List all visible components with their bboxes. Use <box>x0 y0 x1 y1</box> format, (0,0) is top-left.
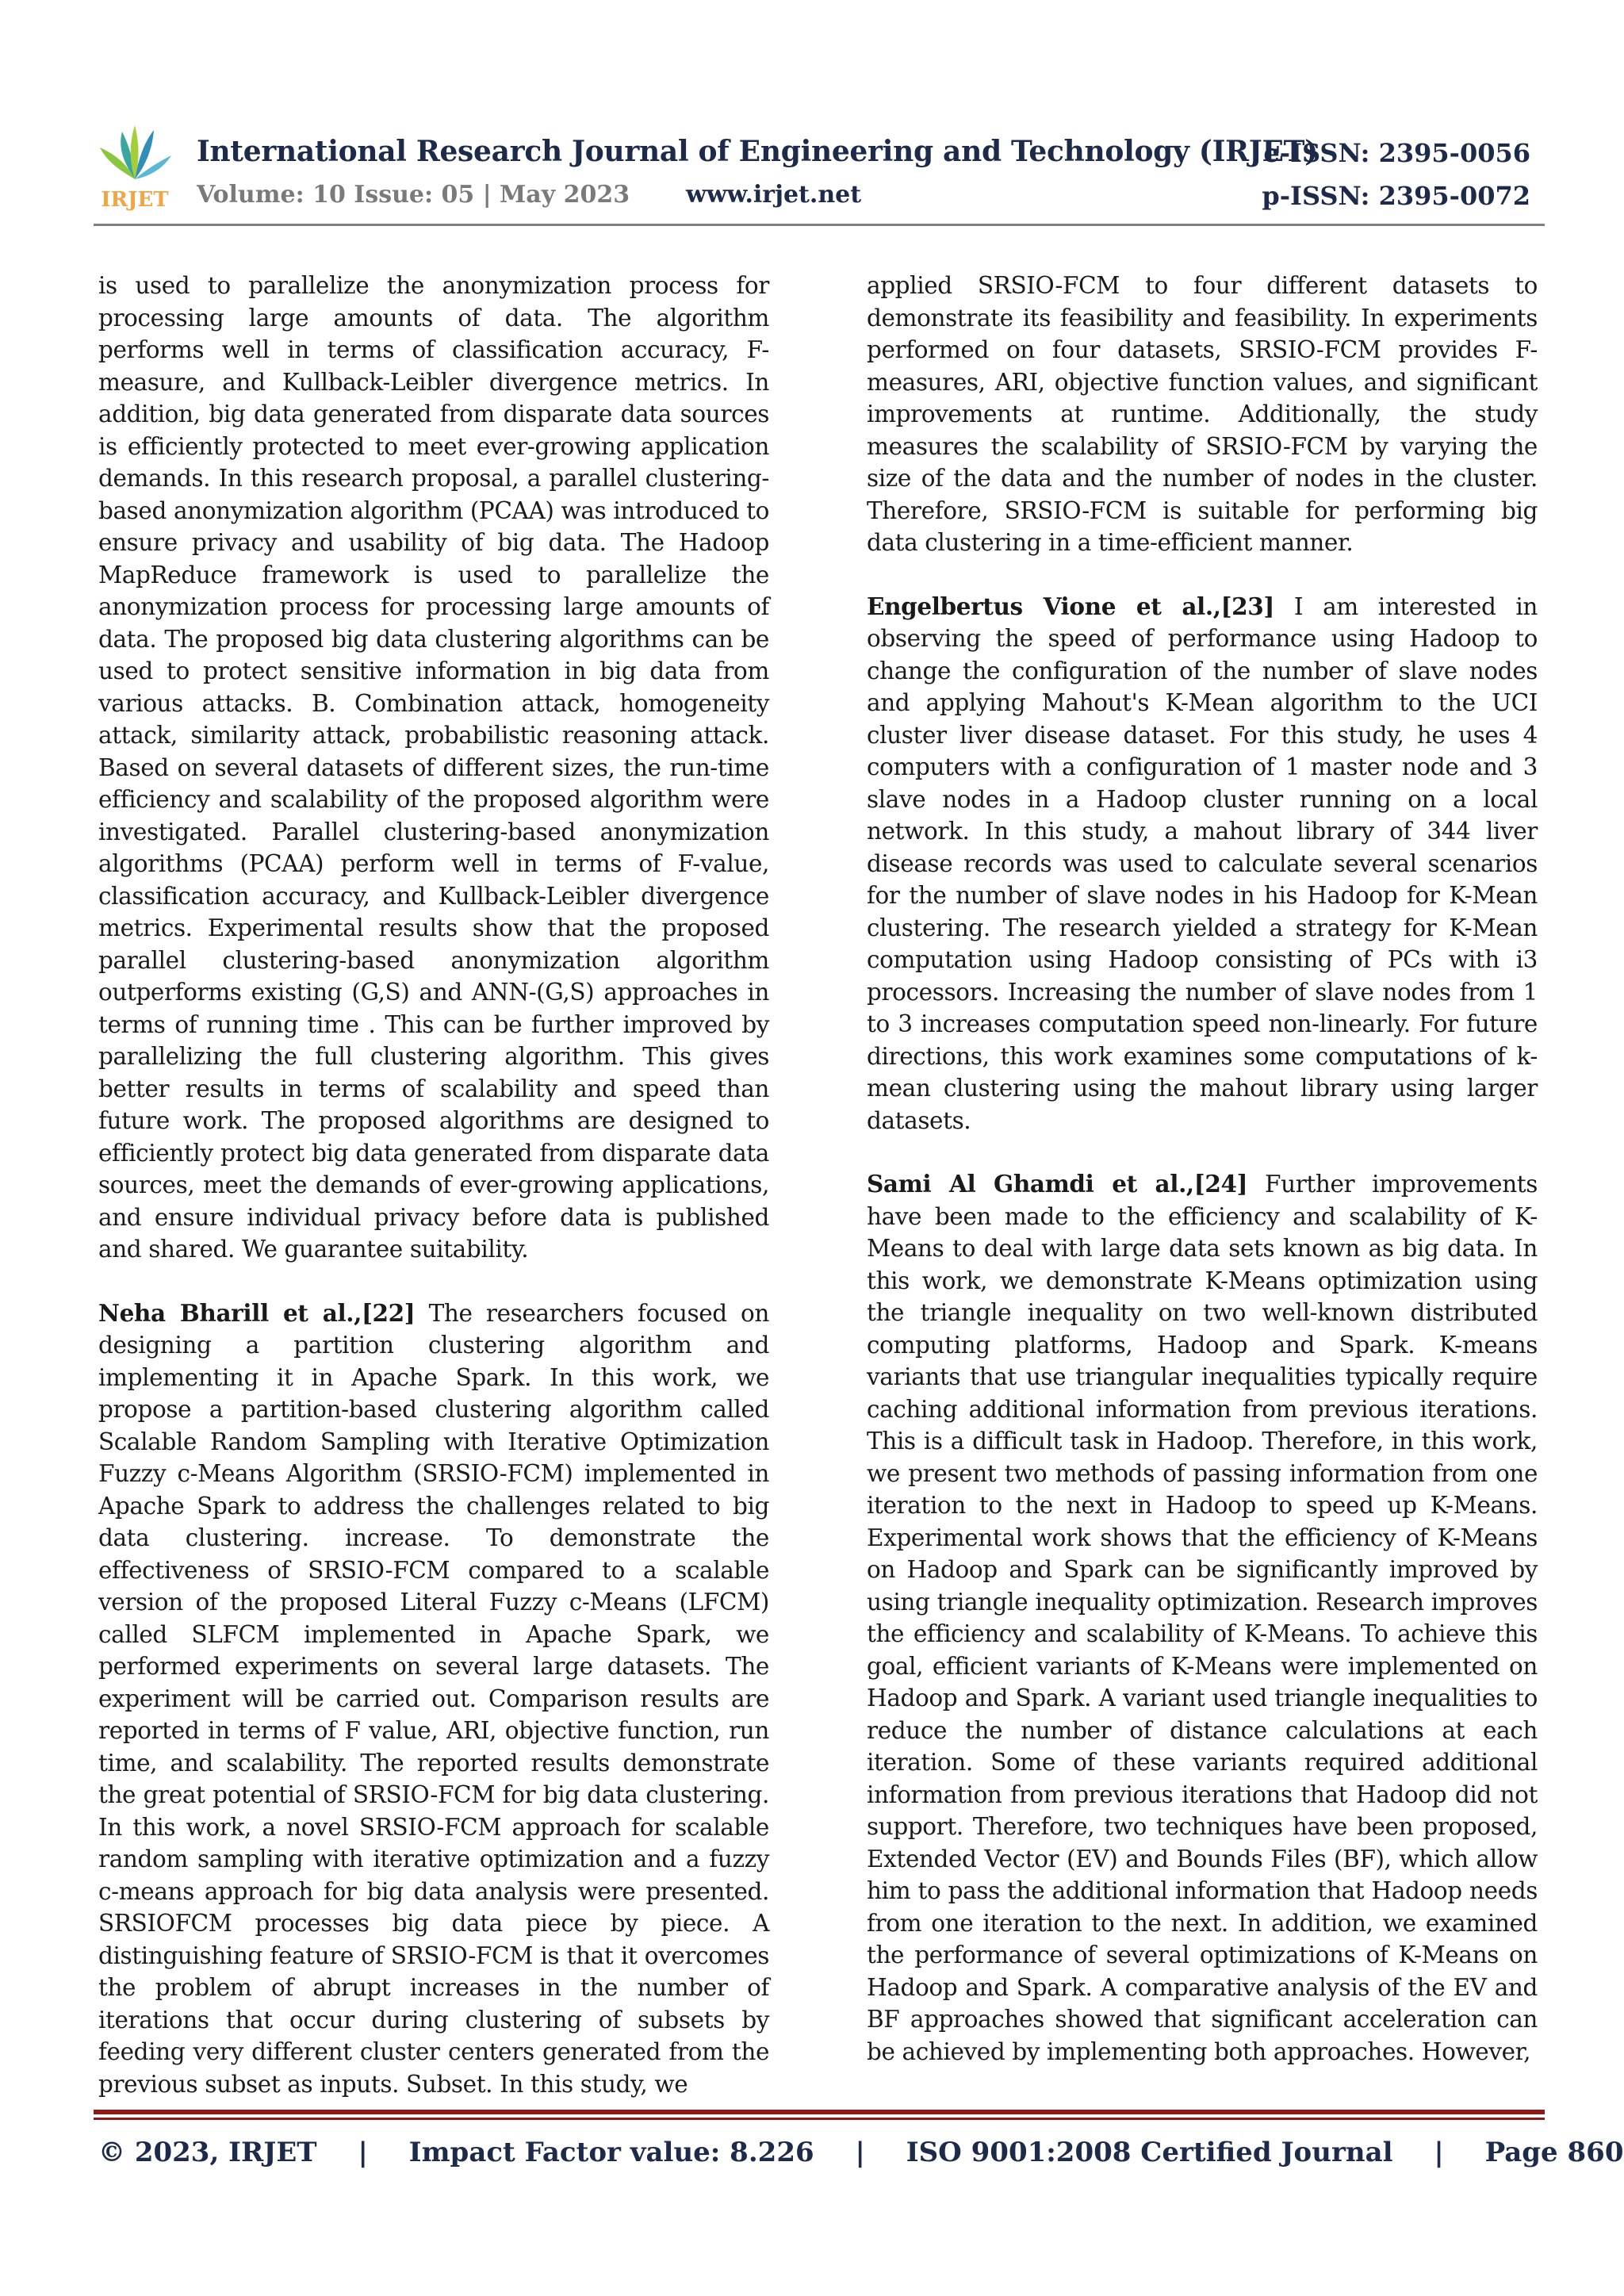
left-column <box>98 270 769 2100</box>
paragraph: applied SRSIO-FCM to four different datasets to demonstrate its feasibility and feasibility. In experiments performed on four datasets, SRSIO-FCM provides F-measures, ARI, objective function values, and significant improvements at runtime. Additionally, the study measures the scalability of SRSIO-FCM by varying the size of the data and the number of nodes in the cluster. Therefore, SRSIO-FCM is suitable for performing big data clustering in a time-efficient manner. <box>867 272 1538 556</box>
website-link[interactable]: www.irjet.net <box>686 181 862 209</box>
paragraph <box>98 1297 769 2101</box>
footer-divider-thin <box>94 2118 1545 2120</box>
e-issn: e-ISSN: 2395-0056 <box>1263 138 1530 168</box>
paragraph <box>867 1168 1538 2068</box>
page-number: Page 860 <box>1484 2137 1624 2168</box>
iso-certification: ISO 9001:2008 Certified Journal <box>906 2137 1393 2168</box>
footer-separator: | <box>358 2137 368 2168</box>
irjet-logo-icon <box>94 117 176 211</box>
footer-separator: | <box>855 2137 865 2168</box>
copyright: © 2023, IRJET <box>98 2137 317 2168</box>
logo-text: IRJET <box>101 188 169 211</box>
footer-separator: | <box>1434 2137 1444 2168</box>
paragraph <box>867 591 1538 1137</box>
paragraph: is used to parallelize the anonymization process for processing large amounts of data. The algorithm performs well in terms of classification accuracy, F-measure, and Kullback-Leibler divergence metrics. In addition, big data generated from disparate data sources is efficiently protected to meet ever-growing application demands. In this research proposal, a parallel clustering-based anonymization algorithm (PCAA) was introduced to ensure privacy and usability of big data. The Hadoop MapReduce framework is used to parallelize the anonymization process for processing large amounts of data. The proposed big data clustering algorithms can be used to protect sensitive information in big data from various attacks. B. Combination attack, homogeneity attack, similarity attack, probabilistic reasoning attack. Based on several datasets of different sizes, the run-time efficiency and scalability of the proposed algorithm were investigated. Parallel clustering-based anonymization algorithms (PCAA) perform well in terms of F-value, classification accuracy, and Kullback-Leibler divergence metrics. Experimental results show that the proposed parallel clustering-based anonymization algorithm outperforms existing (G,S) and ANN-(G,S) approaches in terms of running time . This can be further improved by parallelizing the full clustering algorithm. This gives better results in terms of scalability and speed than future work. The proposed algorithms are designed to efficiently protect big data generated from disparate data sources, meet the demands of ever-growing applications, and ensure individual privacy before data is published and shared. We guarantee suitability. <box>98 272 769 1263</box>
paragraph-body: The researchers focused on designing a partition clustering algorithm and implementing it in Apache Spark. In this work, we propose a partition-based clustering algorithm called Scalable Random Sampling with Iterative Optimization Fuzzy c-Means Algorithm (SRSIO-FCM) implemented in Apache Spark to address the challenges related to big data clustering. increase. To demonstrate the effectiveness of SRSIO-FCM compared to a scalable version of the proposed Literal Fuzzy c-Means (LFCM) called SLFCM implemented in Apache Spark, we performed experiments on several large datasets. The experiment will be carried out. Comparison results are reported in terms of F value, ARI, objective function, run time, and scalability. The reported results demonstrate the great potential of SRSIO-FCM for big data clustering. In this work, a novel SRSIO-FCM approach for scalable random sampling with iterative optimization and a fuzzy c-means approach for big data analysis were presented. SRSIOFCM processes big data piece by piece. A distinguishing feature of SRSIO-FCM is that it overcomes the problem of abrupt increases in the number of iterations that occur during clustering of subsets by feeding very different cluster centers generated from the previous subset as inputs. Subset. In this study, we <box>98 1299 769 2098</box>
journal-title: International Research Journal of Engineering and Technology (IRJET) <box>197 135 1318 168</box>
author-citation: Engelbertus Vione et al.,[23] <box>867 592 1274 620</box>
author-citation: Sami Al Ghamdi et al.,[24] <box>867 1170 1248 1198</box>
header-divider <box>94 224 1545 226</box>
paragraph-body: Further improvements have been made to the efficiency and scalability of K-Means to deal with large data sets known as big data. In this work, we demonstrate K-Means optimization using the triangle inequality on two well-known distributed computing platforms, Hadoop and Spark. K-means variants that use triangular inequalities typically require caching additional information from previous iterations. This is a difficult task in Hadoop. Therefore, in this work, we present two methods of passing information from one iteration to the next in Hadoop to speed up K-Means. Experimental work shows that the efficiency of K-Means on Hadoop and Spark can be significantly improved by using triangle inequality optimization. Research improves the efficiency and scalability of K-Means. To achieve this goal, efficient variants of K-Means were implemented on Hadoop and Spark. A variant used triangle inequalities to reduce the number of distance calculations at each iteration. Some of these variants required additional information from previous iterations that Hadoop did not support. Therefore, two techniques have been proposed, Extended Vector (EV) and Bounds Files (BF), which allow him to pass the additional information that Hadoop needs from one iteration to the next. In addition, we examined the performance of several optimizations of K-Means on Hadoop and Spark. A comparative analysis of the EV and BF approaches showed that significant acceleration can be achieved by implementing both approaches. However, <box>867 1171 1538 2065</box>
page-header <box>0 0 1624 230</box>
right-column <box>867 270 1538 2068</box>
paragraph-body: I am interested in observing the speed of performance using Hadoop to change the configuration of the number of slave nodes and applying Mahout's K-Mean algorithm to the UCI cluster liver disease dataset. For this study, he uses 4 computers with a configuration of 1 master node and 3 slave nodes in a Hadoop cluster running on a local network. In this study, a mahout library of 344 liver disease records was used to calculate several scenarios for the number of slave nodes in his Hadoop for K-Mean clustering. The research yielded a strategy for K-Mean computation using Hadoop consisting of PCs with i3 processors. Increasing the number of slave nodes from 1 to 3 increases computation speed non-linearly. For future directions, this work examines some computations of k-mean clustering using the mahout library using larger datasets. <box>867 592 1538 1134</box>
author-citation: Neha Bharill et al.,[22] <box>98 1298 416 1327</box>
page-footer <box>98 2137 1624 2168</box>
p-issn: p-ISSN: 2395-0072 <box>1262 181 1530 211</box>
footer-divider <box>94 2110 1545 2114</box>
impact-factor: Impact Factor value: 8.226 <box>408 2137 814 2168</box>
volume-issue: Volume: 10 Issue: 05 | May 2023 <box>197 181 630 209</box>
